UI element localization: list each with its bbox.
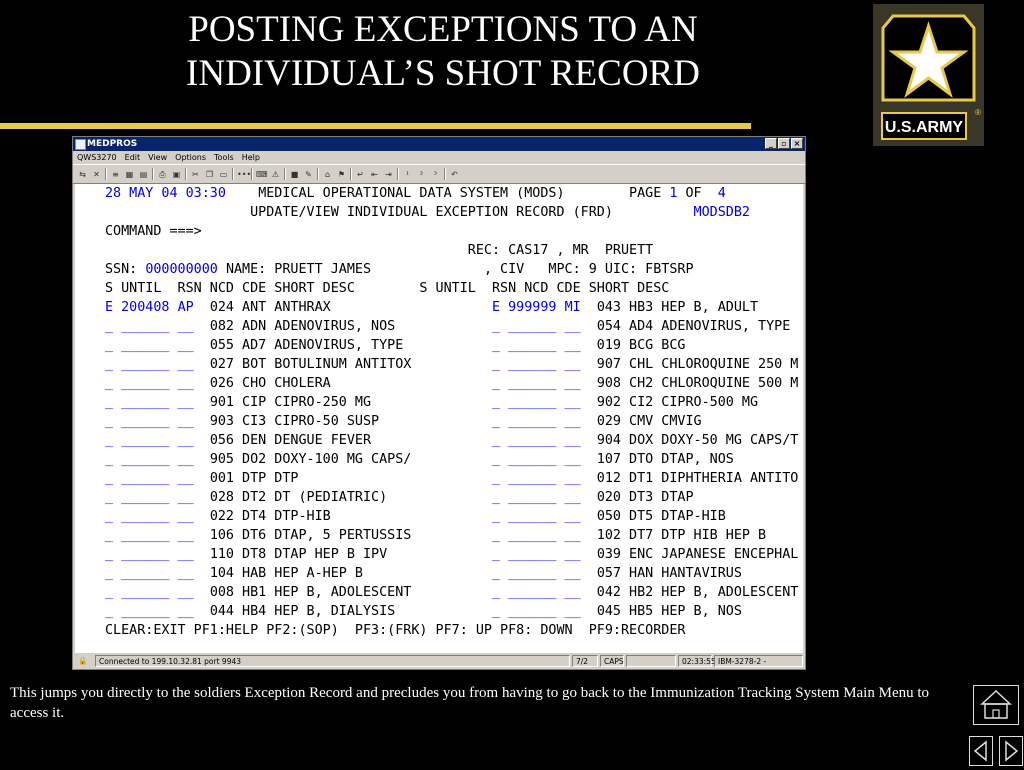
left-status-field[interactable]: E: [105, 300, 114, 315]
left-entry-fields[interactable]: _ ______ __: [105, 547, 194, 562]
column-header-line: [105, 279, 669, 298]
arrow-right-icon: [1000, 737, 1022, 765]
pf3-icon[interactable]: ³: [433, 169, 438, 179]
record-icon[interactable]: ■: [290, 169, 299, 179]
table-row: [105, 602, 742, 621]
title-line-2: INDIVIDUAL’S SHOT RECORD: [186, 53, 700, 94]
left-vaccine-desc: 110 DT8 DTAP HEP B IPV: [209, 547, 388, 562]
cut-icon[interactable]: ✂: [192, 169, 199, 179]
table-row: [105, 583, 798, 602]
table-row: [105, 336, 685, 355]
left-vaccine-desc: 106 DT6 DTAP, 5 PERTUSSIS: [209, 528, 412, 543]
right-entry-fields[interactable]: _ ______ __: [491, 471, 581, 486]
record-info: REC: CAS17 , MR PRUETT: [467, 243, 654, 258]
right-vaccine-desc: 907 CHL CHLOROQUINE 250 M: [596, 357, 799, 372]
right-vaccine-desc: 054 AD4 ADENOVIRUS, TYPE: [596, 319, 791, 334]
cursor-position: 7/2: [572, 655, 598, 667]
left-entry-fields[interactable]: _ ______ __: [105, 490, 194, 505]
page-label: PAGE: [629, 186, 662, 201]
maximize-button[interactable]: ▫: [778, 138, 790, 149]
tab-icon[interactable]: ⇥: [385, 169, 392, 179]
right-vaccine-desc: 904 DOX DOXY-50 MG CAPS/T: [596, 433, 799, 448]
right-vaccine-desc: 102 DT7 DTP HIB HEP B: [596, 528, 767, 543]
army-logo: [873, 4, 984, 146]
caps-indicator: CAPS: [600, 655, 624, 667]
home-nav-button[interactable]: [973, 685, 1019, 725]
right-entry-fields[interactable]: _ ______ __: [492, 414, 581, 429]
function-keys: CLEAR:EXIT PF1:HELP PF2:(SOP) PF3:(FRK) PF7: UP PF8: DOWN PF9:RECORDER: [105, 623, 686, 638]
undo-icon[interactable]: ↶: [451, 169, 458, 179]
left-vaccine-desc: 027 BOT BOTULINUM ANTITOX: [209, 357, 412, 372]
right-entry-fields[interactable]: _ ______ __: [491, 528, 581, 543]
registered-mark: ®: [975, 108, 981, 117]
toolbar-divider: [284, 168, 286, 180]
left-until-field[interactable]: 200408: [121, 300, 170, 315]
toolbar-divider: [105, 168, 107, 180]
paste-icon[interactable]: ▭: [219, 169, 228, 179]
slide-title: [130, 8, 756, 96]
right-vaccine-desc: 045 HB5 HEP B, NOS: [596, 604, 742, 619]
menu-qws3270[interactable]: QWS3270: [77, 153, 117, 162]
lock-icon: 🔒: [78, 656, 88, 665]
left-vaccine-desc: 901 CIP CIPRO-250 MG: [209, 395, 372, 410]
slide-caption: This jumps you directly to the soldiers Exception Record and precludes you from having to go back to the Immunization Tracking System Main Menu to access it.: [10, 685, 930, 721]
left-vaccine-desc: 026 CHO CHOLERA: [209, 376, 331, 391]
menu-edit[interactable]: Edit: [124, 153, 141, 162]
left-entry-fields[interactable]: _ ______ __: [105, 357, 194, 372]
header-system: MEDICAL OPERATIONAL DATA SYSTEM (MODS): [258, 186, 565, 201]
session-type: IBM-3278-2 - TCP10007: [714, 655, 803, 667]
toolbar-divider: [350, 168, 352, 180]
menu-help[interactable]: Help: [241, 153, 260, 162]
right-vaccine-desc: 020 DT3 DTAP: [596, 490, 694, 505]
command-prompt[interactable]: COMMAND ===>: [105, 224, 202, 239]
table-row: [105, 374, 798, 393]
record-line: [105, 241, 653, 260]
close-button[interactable]: ×: [791, 138, 803, 149]
table-row: [105, 450, 734, 469]
pf2-icon[interactable]: ²: [419, 169, 424, 179]
right-vaccine-desc: 043 HB3 HEP B, ADULT: [596, 300, 759, 315]
attention-icon[interactable]: ⚑: [337, 169, 346, 179]
toolbar: [73, 164, 805, 184]
receive-icon[interactable]: ▦: [125, 169, 134, 179]
window-title: MEDPROS: [87, 139, 138, 149]
table-row: [105, 488, 694, 507]
header-date: 28 MAY 04 03:30: [105, 186, 226, 201]
left-entry-fields[interactable]: _ ______ __: [105, 395, 194, 410]
connection-status: Connected to 199.10.32.81 port 9943: [95, 655, 570, 667]
right-vaccine-desc: 057 HAN HANTAVIRUS: [596, 566, 742, 581]
right-vaccine-desc: 019 BCG BCG: [596, 338, 686, 353]
enter-icon[interactable]: ↵: [357, 169, 364, 179]
patient-name: NAME: PRUETT JAMES: [225, 262, 372, 277]
left-entry-fields[interactable]: _ ______ __: [105, 376, 194, 391]
left-entry-fields[interactable]: _ ______ __: [105, 566, 194, 581]
right-vaccine-desc: 012 DT1 DIPHTHERIA ANTITO: [596, 471, 799, 486]
ssn-value: 000000000: [145, 262, 218, 277]
left-entry-fields[interactable]: _ ______ __: [105, 319, 194, 334]
home-icon[interactable]: ⌂: [324, 169, 331, 179]
gold-divider: [0, 123, 751, 129]
status-time: 02:33:55: [678, 655, 712, 667]
toolbar-divider: [397, 168, 399, 180]
right-entry-fields[interactable]: _ ______ __: [491, 452, 581, 467]
screen-subtitle: UPDATE/VIEW INDIVIDUAL EXCEPTION RECORD (FRD): [250, 205, 613, 220]
transfer-icon[interactable]: ▤: [139, 169, 148, 179]
left-vaccine-desc: 056 DEN DENGUE FEVER: [209, 433, 372, 448]
column-header-right: S UNTIL RSN NCD CDE SHORT DESC: [419, 281, 670, 296]
right-entry-fields[interactable]: _ ______ __: [492, 319, 581, 334]
left-reason-field[interactable]: AP: [177, 300, 194, 315]
app-icon: [75, 139, 86, 150]
right-entry-fields[interactable]: _ ______ __: [492, 509, 581, 524]
terminal-subtitle-line: [105, 203, 750, 222]
right-vaccine-desc: 029 CMV CMVIG: [596, 414, 702, 429]
pf1-icon[interactable]: ¹: [405, 169, 410, 179]
left-vaccine-desc: 028 DT2 DT (PEDIATRIC): [209, 490, 388, 505]
menu-tools[interactable]: Tools: [214, 153, 234, 162]
left-entry-fields[interactable]: _ ______ __: [105, 509, 194, 524]
status-empty-cell: [626, 655, 676, 667]
title-line-1: POSTING EXCEPTIONS TO AN: [188, 9, 698, 50]
civ-info: , CIV MPC: 9 UIC: FBTSRP: [483, 262, 694, 277]
disconnect-icon[interactable]: ✕: [93, 169, 100, 179]
left-vaccine-desc: 001 DTP DTP: [209, 471, 299, 486]
left-vaccine-desc: 903 CI3 CIPRO-50 SUSP: [209, 414, 380, 429]
army-logo-text: U.S.ARMY: [881, 112, 967, 140]
left-entry-fields[interactable]: _ ______ __: [105, 604, 194, 619]
left-vaccine-desc: 055 AD7 ADENOVIRUS, TYPE: [209, 338, 404, 353]
right-vaccine-desc: 902 CI2 CIPRO-500 MG: [596, 395, 759, 410]
copy-icon[interactable]: ❐: [205, 169, 214, 179]
star-icon: [873, 4, 984, 108]
connect-icon[interactable]: ⇆: [79, 169, 86, 179]
right-entry-fields[interactable]: _ ______ __: [492, 376, 581, 391]
left-entry-fields[interactable]: _ ______ __: [105, 433, 194, 448]
page-number: 1: [669, 186, 678, 201]
left-vaccine-desc: 024 ANT ANTHRAX: [209, 300, 331, 315]
table-row: [105, 355, 798, 374]
left-entry-fields[interactable]: _ ______ __: [105, 452, 194, 467]
keyboard-icon[interactable]: ⌨: [256, 169, 268, 179]
table-row: [105, 526, 766, 545]
menu-bar: [73, 151, 805, 164]
minimize-button[interactable]: _: [765, 138, 777, 149]
left-entry-fields[interactable]: _ ______ __: [105, 585, 194, 600]
left-entry-fields[interactable]: _ ______ __: [105, 471, 194, 486]
left-entry-fields[interactable]: _ ______ __: [105, 528, 194, 543]
left-vaccine-desc: 104 HAB HEP A-HEP B: [209, 566, 363, 581]
more-icon[interactable]: •••: [237, 169, 252, 179]
print-screen-icon[interactable]: ▣: [172, 169, 181, 179]
left-vaccine-desc: 082 ADN ADENOVIRUS, NOS: [209, 319, 396, 334]
ssn-label: SSN:: [105, 262, 138, 277]
right-vaccine-desc: 107 DTO DTAP, NOS: [596, 452, 734, 467]
right-entry-fields[interactable]: _ ______ __: [491, 585, 581, 600]
table-row: [105, 298, 758, 317]
right-entry-fields[interactable]: _ ______ __: [492, 490, 581, 505]
edit-icon[interactable]: ✎: [305, 169, 312, 179]
toolbar-divider: [185, 168, 187, 180]
print-icon[interactable]: ⎙: [159, 169, 166, 179]
right-entry-fields[interactable]: _ ______ __: [491, 338, 581, 353]
previous-slide-button[interactable]: [969, 736, 993, 766]
right-entry-fields[interactable]: _ ______ __: [492, 547, 581, 562]
right-entry-fields[interactable]: _ ______ __: [491, 357, 581, 372]
toolbar-divider: [232, 168, 234, 180]
of-label: OF: [685, 186, 702, 201]
home-icon: [974, 686, 1018, 724]
left-entry-fields[interactable]: _ ______ __: [105, 414, 194, 429]
page-total: 4: [717, 186, 726, 201]
command-line[interactable]: [105, 222, 202, 241]
right-vaccine-desc: 908 CH2 CHLOROQUINE 500 M: [596, 376, 799, 391]
right-vaccine-desc: 039 ENC JAPANESE ENCEPHAL: [596, 547, 799, 562]
right-vaccine-desc: 042 HB2 HEP B, ADOLESCENT: [596, 585, 799, 600]
right-status-field[interactable]: E: [492, 300, 501, 315]
right-until-field[interactable]: 999999: [508, 300, 557, 315]
table-row: [105, 469, 798, 488]
window-titlebar[interactable]: [73, 137, 805, 151]
database-name: MODSDB2: [693, 205, 750, 220]
column-header-left: S UNTIL RSN NCD CDE SHORT DESC: [105, 281, 355, 296]
back-tab-icon[interactable]: ⇤: [371, 169, 378, 179]
function-key-line: [105, 621, 685, 640]
right-vaccine-desc: 050 DT5 DTAP-HIB: [596, 509, 726, 524]
left-vaccine-desc: 905 DO2 DOXY-100 MG CAPS/: [209, 452, 412, 467]
left-vaccine-desc: 022 DT4 DTP-HIB: [209, 509, 331, 524]
medpros-window: [72, 136, 806, 678]
toolbar-divider: [152, 168, 154, 180]
menu-options[interactable]: Options: [175, 153, 207, 162]
ssn-line: [105, 260, 694, 279]
next-slide-button[interactable]: [999, 736, 1023, 766]
toolbar-divider: [251, 168, 253, 180]
table-row: [105, 507, 726, 526]
toolbar-divider: [317, 168, 319, 180]
table-row: [105, 431, 798, 450]
terminal-header-line: [105, 184, 726, 203]
menu-view[interactable]: View: [148, 153, 168, 162]
right-entry-fields[interactable]: _ ______ __: [492, 604, 581, 619]
right-entry-fields[interactable]: _ ______ __: [492, 395, 581, 410]
warning-icon[interactable]: ⚠: [271, 169, 280, 179]
left-vaccine-desc: 044 HB4 HEP B, DIALYSIS: [209, 604, 396, 619]
right-entry-fields[interactable]: _ ______ __: [492, 433, 581, 448]
right-entry-fields[interactable]: _ ______ __: [492, 566, 581, 581]
status-bar: [73, 654, 805, 678]
toolbar-divider: [444, 168, 446, 180]
table-row: [105, 393, 758, 412]
table-row: [105, 545, 798, 564]
send-icon[interactable]: ≡: [112, 169, 119, 179]
right-reason-field[interactable]: MI: [564, 300, 581, 315]
table-row: [105, 412, 702, 431]
terminal-screen[interactable]: [75, 184, 803, 653]
left-entry-fields[interactable]: _ ______ __: [105, 338, 194, 353]
table-row: [105, 564, 742, 583]
table-row: [105, 317, 790, 336]
arrow-left-icon: [970, 737, 992, 765]
left-vaccine-desc: 008 HB1 HEP B, ADOLESCENT: [209, 585, 412, 600]
